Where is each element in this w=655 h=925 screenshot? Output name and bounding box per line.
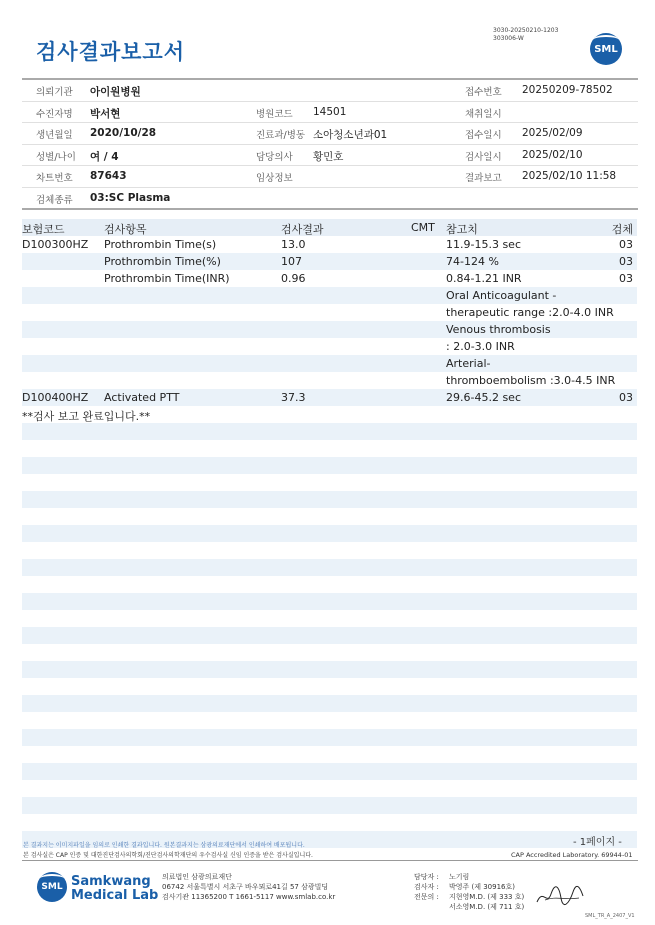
cell-reference: 0.84-1.21 INR — [446, 272, 522, 285]
cell-item: Activated PTT — [104, 391, 180, 404]
cell-specimen: 03 — [619, 238, 633, 251]
info-label: 차트번호 — [36, 173, 73, 184]
info-label: 검체종류 — [36, 194, 73, 206]
cell-reference: : 2.0-3.0 INR — [446, 340, 515, 353]
table-row — [22, 389, 637, 406]
table-row — [22, 644, 637, 661]
table-row — [22, 474, 637, 491]
info-row — [22, 123, 638, 145]
cell-specimen: 03 — [619, 272, 633, 285]
info-label: 의뢰기관 — [36, 87, 73, 98]
header-specimen: 검체 — [611, 223, 633, 236]
table-row — [22, 304, 637, 321]
cell-result: 107 — [281, 255, 302, 268]
table-row — [22, 797, 637, 814]
table-row — [22, 746, 637, 763]
lab-contact: 검사기관 11365200 T 1661-5117 www.smlab.co.kr — [162, 893, 336, 901]
table-row — [22, 559, 637, 576]
table-row — [22, 542, 637, 559]
info-label: 병원코드 — [256, 108, 293, 120]
header-item: 검사항목 — [104, 223, 147, 236]
info-label: 채취일시 — [465, 108, 502, 120]
staff-list — [414, 872, 524, 912]
info-value: 20250209-78502 — [522, 84, 613, 96]
cell-reference: thromboembolism :3.0-4.5 INR — [446, 374, 616, 387]
table-row — [22, 661, 637, 678]
table-row — [22, 321, 637, 338]
page-number: - 1페이지 - — [573, 837, 622, 848]
info-label: 접수번호 — [465, 87, 502, 98]
sml-logo-text: SML — [594, 44, 618, 55]
info-value: 여 / 4 — [90, 150, 119, 163]
cell-code: **검사 보고 완료입니다.** — [22, 410, 151, 423]
sml-logo-icon — [590, 33, 622, 65]
lab-address — [162, 872, 335, 902]
header-reference: 참고치 — [446, 223, 478, 236]
cell-result: 0.96 — [281, 272, 306, 285]
table-row — [22, 491, 637, 508]
info-value: 2025/02/10 — [522, 148, 583, 161]
staff-name: 박영주 (제 30916호) — [449, 883, 515, 891]
document-number-1: 3030-20250210-1203 — [493, 27, 559, 34]
info-label: 임상정보 — [256, 173, 293, 184]
sml-footer-logo-text: SML — [41, 882, 63, 892]
info-label: 생년월일 — [36, 130, 73, 141]
table-row — [22, 627, 637, 644]
table-row — [22, 287, 637, 304]
table-row — [22, 712, 637, 729]
lab-name — [71, 875, 158, 903]
cell-code: D100400HZ — [22, 391, 89, 404]
header-result: 검사결과 — [281, 223, 324, 236]
table-row — [22, 457, 637, 474]
cell-reference: 74-124 % — [446, 255, 499, 268]
table-row — [22, 253, 637, 270]
lab-street-address: 06742 서울특별시 서초구 바우뫼로41길 57 삼광빌딩 — [162, 883, 329, 891]
table-row — [22, 423, 637, 440]
header-cmt: CMT — [411, 221, 435, 234]
cell-item: Prothrombin Time(%) — [104, 255, 221, 268]
cell-reference: Oral Anticoagulant - — [446, 289, 557, 302]
table-row — [22, 440, 637, 457]
accreditation-notice: 본 검사실은 CAP 인증 및 대한진단검사의학회/진단검사의학재단의 우수검사실 신임 인증을 받은 검사실입니다. — [23, 852, 313, 859]
info-label: 접수일시 — [465, 130, 502, 141]
info-row — [22, 188, 638, 211]
info-label: 담당의사 — [256, 151, 293, 163]
cell-reference: 11.9-15.3 sec — [446, 238, 521, 251]
cell-item: Prothrombin Time(s) — [104, 238, 217, 251]
cap-accreditation: CAP Accredited Laboratory. 69944-01 — [511, 851, 633, 859]
cell-result: 37.3 — [281, 391, 306, 404]
info-label: 수진자명 — [36, 108, 73, 120]
staff-role: 전문의 : — [414, 893, 439, 901]
cell-reference: Venous thrombosis — [446, 323, 551, 336]
document-number-2: 303006-W — [493, 35, 524, 42]
table-row — [22, 763, 637, 780]
info-value: 2020/10/28 — [90, 127, 157, 139]
table-row — [22, 593, 637, 610]
info-label: 성별/나이 — [36, 151, 76, 163]
info-value: 2025/02/10 11:58 — [522, 170, 617, 182]
lab-name-line-1: Samkwang — [71, 874, 151, 889]
staff-row — [414, 902, 524, 912]
sml-footer-logo-icon — [37, 872, 67, 902]
info-value: 소아청소년과01 — [313, 129, 388, 141]
patient-info-grid — [22, 78, 638, 210]
table-row — [22, 508, 637, 525]
cell-reference: therapeutic range :2.0-4.0 INR — [446, 306, 614, 319]
lab-org-name: 의료법인 삼광의료재단 — [162, 873, 232, 881]
table-row — [22, 576, 637, 593]
signature-icon — [535, 884, 585, 908]
table-row — [22, 406, 637, 423]
table-row — [22, 525, 637, 542]
info-value: 14501 — [313, 105, 347, 118]
cell-reference: 29.6-45.2 sec — [446, 391, 521, 404]
results-table — [22, 219, 637, 848]
table-row — [22, 729, 637, 746]
results-body — [22, 236, 637, 848]
staff-row — [414, 882, 524, 892]
table-row — [22, 338, 637, 355]
cell-result: 13.0 — [281, 238, 306, 251]
table-row — [22, 270, 637, 287]
info-value: 박서현 — [90, 107, 121, 120]
page-title: 검사결과보고서 — [36, 40, 186, 64]
info-row — [22, 145, 638, 167]
info-value: 황민호 — [313, 150, 344, 163]
lab-name-line-2: Medical Lab — [71, 888, 159, 903]
staff-role: 검사자 : — [414, 883, 439, 891]
table-row — [22, 814, 637, 831]
footer-divider — [22, 860, 638, 861]
staff-row — [414, 892, 524, 902]
table-row — [22, 236, 637, 253]
table-row — [22, 610, 637, 627]
cell-specimen: 03 — [619, 391, 633, 404]
info-row — [22, 78, 638, 102]
cell-item: Prothrombin Time(INR) — [104, 272, 230, 285]
info-value: 03:SC Plasma — [90, 191, 171, 204]
staff-row — [414, 872, 524, 882]
info-row — [22, 166, 638, 188]
print-notice: 본 결과지는 이미지파일을 임의로 인쇄한 결과입니다. 원본결과지는 삼광의료재단에서 인쇄하여 배포됩니다. — [23, 842, 305, 849]
table-row — [22, 695, 637, 712]
document-number — [493, 27, 558, 43]
info-label: 검사일시 — [465, 151, 502, 163]
info-label: 결과보고 — [465, 173, 502, 184]
info-value: 2025/02/09 — [522, 127, 583, 139]
table-row — [22, 355, 637, 372]
form-code: SML_TR_A_2407_V1 — [585, 913, 635, 919]
staff-role: 담당자 : — [414, 873, 439, 881]
cell-reference: Arterial- — [446, 357, 491, 370]
info-label: 진료과/병동 — [256, 130, 306, 141]
cell-specimen: 03 — [619, 255, 633, 268]
header-code: 보험코드 — [22, 223, 65, 236]
info-value: 87643 — [90, 170, 127, 182]
cell-code: D100300HZ — [22, 238, 89, 251]
staff-name: 지현영M.D. (제 333 호) — [449, 893, 525, 901]
table-row — [22, 372, 637, 389]
staff-name: 서소영M.D. (제 711 호) — [449, 903, 525, 911]
table-row — [22, 678, 637, 695]
results-header-row — [22, 219, 637, 236]
info-row — [22, 102, 638, 124]
table-row — [22, 780, 637, 797]
staff-name: 노기림 — [449, 873, 470, 881]
info-value: 아이원병원 — [90, 86, 141, 98]
